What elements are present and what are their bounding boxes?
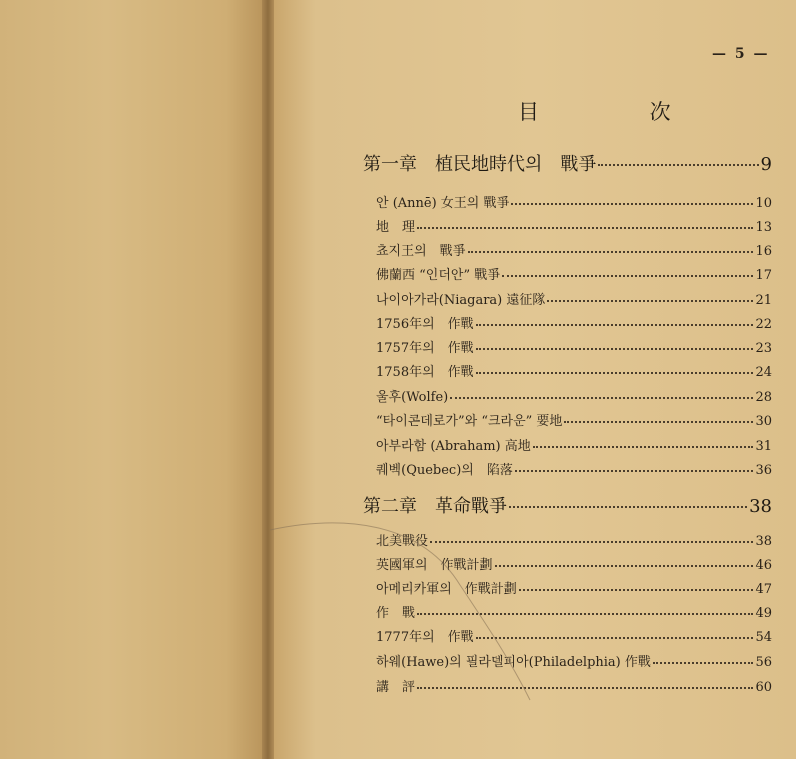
leader-dots — [476, 637, 754, 639]
entry-label: 퀘벡(Quebec)의 陷落 — [376, 463, 513, 478]
leader-dots — [476, 372, 754, 374]
entry-label: 아메리카軍의 作戰計劃 — [376, 582, 517, 597]
chapter-2-entry[interactable] — [363, 492, 772, 518]
leader-dots — [417, 613, 753, 615]
entry-label: 1756年의 作戰 — [376, 317, 474, 332]
entry-page: 24 — [755, 365, 772, 380]
toc-entry[interactable] — [376, 578, 772, 597]
book-gutter — [262, 0, 274, 759]
entry-page: 46 — [755, 558, 772, 573]
entry-label: 아부라함 (Abraham) 高地 — [376, 439, 531, 454]
chapter-1-entry[interactable] — [363, 150, 772, 176]
entry-label: “타이콘데로가”와 “크라운” 要地 — [376, 414, 563, 429]
chapter-page: 9 — [760, 154, 772, 175]
entry-label: 1758年의 作戰 — [376, 365, 474, 380]
leader-dots — [509, 506, 747, 508]
leader-dots — [519, 589, 754, 591]
entry-label: 佛蘭西 “인더안” 戰爭 — [376, 268, 501, 283]
toc-entry[interactable] — [376, 459, 772, 478]
entry-page: 56 — [755, 655, 772, 670]
leader-dots — [511, 203, 753, 205]
chapter-title: 第二章 革命戰爭 — [363, 496, 507, 517]
entry-label: 北美戰役 — [376, 534, 429, 549]
toc-entry[interactable] — [376, 554, 772, 573]
leader-dots — [495, 565, 754, 567]
toc-entry[interactable] — [376, 602, 772, 621]
leader-dots — [450, 397, 753, 399]
left-page — [0, 0, 266, 759]
toc-entry[interactable] — [376, 192, 772, 211]
toc-entry[interactable] — [376, 361, 772, 380]
toc-entry[interactable] — [376, 386, 772, 405]
leader-dots — [502, 275, 753, 277]
leader-dots — [515, 470, 754, 472]
entry-page: 16 — [755, 244, 772, 259]
entry-label: 쵸지王의 戰爭 — [376, 244, 466, 259]
entry-label: 1777年의 作戰 — [376, 630, 474, 645]
toc-entry[interactable] — [376, 313, 772, 332]
toc-entry[interactable] — [376, 216, 772, 235]
entry-label: 地 理 — [376, 220, 416, 235]
toc-entry[interactable] — [376, 337, 772, 356]
entry-label: 안 (Annē) 女王의 戰爭 — [376, 196, 510, 211]
entry-label: 1757年의 作戰 — [376, 341, 474, 356]
leader-dots — [476, 324, 754, 326]
leader-dots — [653, 662, 754, 664]
toc-entry[interactable] — [376, 264, 772, 283]
entry-label: 나이아가라(Niagara) 遠征隊 — [376, 293, 546, 308]
entry-label: 울후(Wolfe) — [376, 390, 449, 405]
entry-page: 22 — [755, 317, 772, 332]
page-number: — 5 — — [712, 46, 770, 62]
toc-entry[interactable] — [376, 410, 772, 429]
entry-page: 10 — [755, 196, 772, 211]
entry-page: 28 — [755, 390, 772, 405]
leader-dots — [417, 687, 753, 689]
entry-label: 作 戰 — [376, 606, 416, 621]
toc-entry[interactable] — [376, 435, 772, 454]
entry-page: 30 — [755, 414, 772, 429]
leader-dots — [533, 446, 754, 448]
toc-title: 目 次 — [518, 100, 723, 124]
entry-label: 英國軍의 作戰計劃 — [376, 558, 493, 573]
entry-page: 23 — [755, 341, 772, 356]
entry-page: 49 — [755, 606, 772, 621]
leader-dots — [468, 251, 754, 253]
entry-page: 54 — [755, 630, 772, 645]
toc-entry[interactable] — [376, 651, 772, 670]
entry-page: 13 — [755, 220, 772, 235]
leader-dots — [564, 421, 753, 423]
chapter-title: 第一章 植民地時代의 戰爭 — [363, 154, 597, 175]
leader-dots — [547, 300, 753, 302]
entry-page: 17 — [755, 268, 772, 283]
toc-entry[interactable] — [376, 626, 772, 645]
leader-dots — [430, 541, 753, 543]
chapter-page: 38 — [749, 496, 772, 517]
entry-page: 31 — [755, 439, 772, 454]
entry-page: 36 — [755, 463, 772, 478]
leader-dots — [476, 348, 754, 350]
entry-page: 60 — [755, 680, 772, 695]
entry-page: 47 — [755, 582, 772, 597]
toc-entry[interactable] — [376, 530, 772, 549]
entry-page: 38 — [755, 534, 772, 549]
leader-dots — [598, 164, 758, 166]
toc-entry[interactable] — [376, 289, 772, 308]
entry-label: 講 評 — [376, 680, 416, 695]
toc-entry[interactable] — [376, 240, 772, 259]
leader-dots — [417, 227, 753, 229]
entry-label: 하웨(Hawe)의 필라델피아(Philadelphia) 作戰 — [376, 655, 651, 670]
entry-page: 21 — [755, 293, 772, 308]
toc-entry[interactable] — [376, 676, 772, 695]
